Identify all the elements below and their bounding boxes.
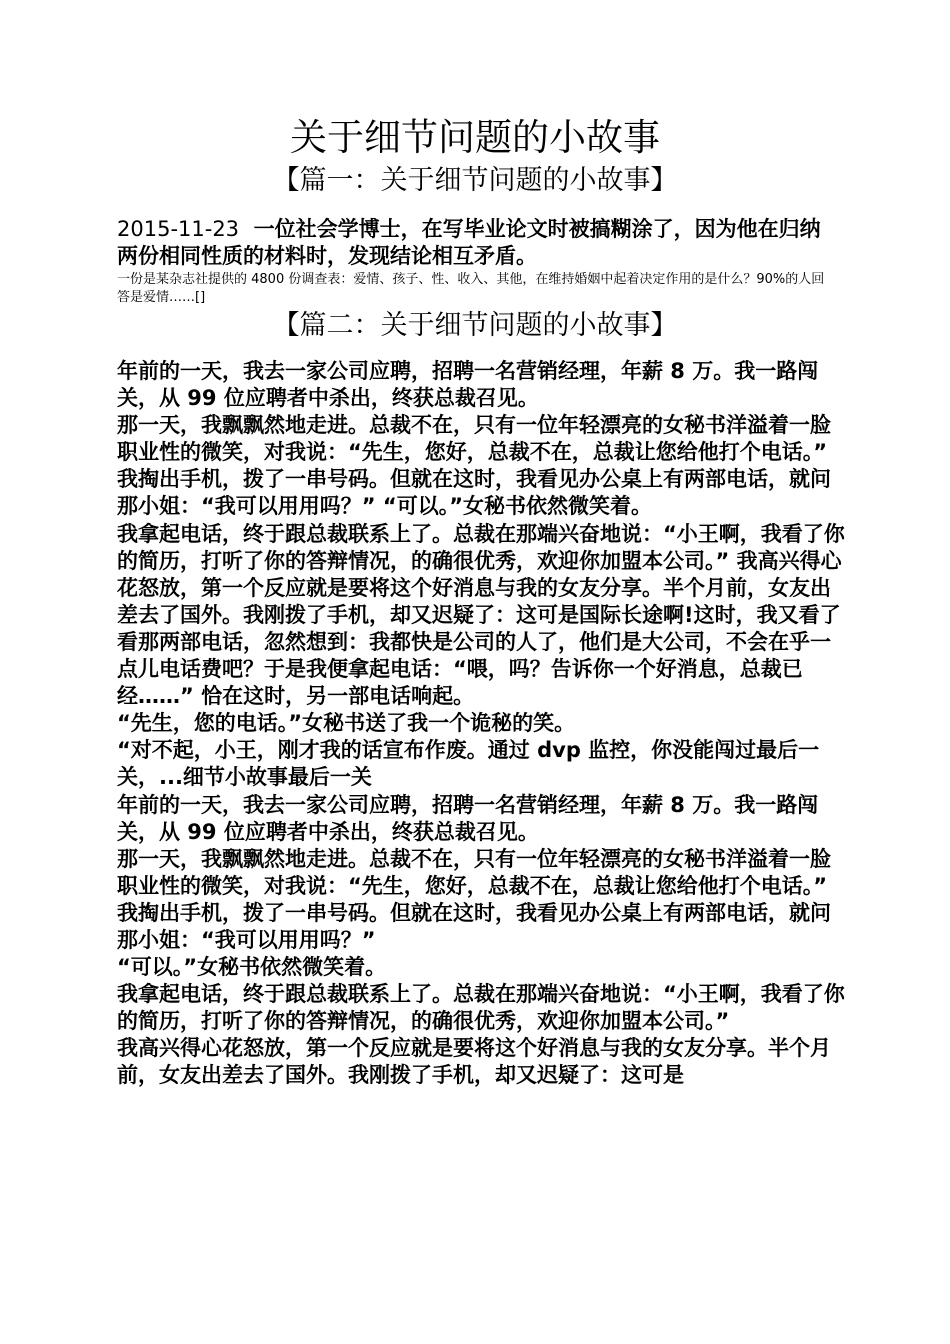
paragraph: 我拿起电话，终于跟总裁联系上了。总裁在那端兴奋地说：“小王啊，我看了你的简历，打听了你的答辩情况，的确很优秀，欢迎你加盟本公司。” bbox=[117, 982, 845, 1034]
paragraph: “可以。”女秘书依然微笑着。 bbox=[117, 955, 387, 980]
paragraph: 年前的一天，我去一家公司应聘，招聘一名营销经理，年薪 8 万。我一路闯关，从 99 位应聘者中杀出，终获总裁召见。 bbox=[117, 792, 819, 844]
paragraph: 我掏出手机，拨了一串号码。但就在这时，我看见办公桌上有两部电话，就问那小姐：“我可以用用吗？” bbox=[117, 900, 831, 952]
paragraph: 那一天，我飘飘然地走进。总裁不在，只有一位年轻漂亮的女秘书洋溢着一脸职业性的微笑，对我说：“先生，您好，总裁不在，总裁让您给他打个电话。” bbox=[117, 846, 831, 898]
section1-small-text: 一份是某杂志社提供的 4800 份调查表：爱情、孩子、性、收入、其他，在维持婚姻中起着决定作用的是什么？90%的人回答是爱情……[] bbox=[117, 272, 825, 305]
section2-heading: 【篇二：关于细节问题的小故事】 bbox=[272, 310, 678, 341]
section1-lead bbox=[117, 216, 837, 270]
section1-lead-text: 一位社会学博士，在写毕业论文时被搞糊涂了，因为他在归纳两份相同性质的材料时，发现结论相互矛盾。 bbox=[117, 217, 821, 268]
paragraph: 我拿起电话，终于跟总裁联系上了。总裁在那端兴奋地说：“小王啊，我看了你的简历，打听了你的答辩情况，的确很优秀，欢迎你加盟本公司。” 我高兴得心花怒放，第一个反应就是要将这个好消息与我的女友分享。半个月前，女友出差去了国外。我刚拨了手机，却又迟疑了：这可是国际长途啊!这时，我又看了看那两部电话，忽然想到：我都快是公司的人了，他们是大公司，不会在乎一点儿电话费吧？于是我便拿起电话：“喂，吗？告诉你一个好消息，总裁已经……” 恰在这时，另一部电话响起。 bbox=[117, 521, 845, 709]
section2-body bbox=[117, 358, 847, 1090]
section1-heading: 【篇一：关于细节问题的小故事】 bbox=[272, 165, 678, 196]
paragraph: 那一天，我飘飘然地走进。总裁不在，只有一位年轻漂亮的女秘书洋溢着一脸职业性的微笑，对我说：“先生，您好，总裁不在，总裁让您给他打个电话。” 我掏出手机，拨了一串号码。但就在这时，我看见办公桌上有两部电话，就问那小姐：“我可以用用吗？” “可以。”女秘书依然微笑着。 bbox=[117, 413, 831, 519]
paragraph: 年前的一天，我去一家公司应聘，招聘一名营销经理，年薪 8 万。我一路闯关，从 99 位应聘者中杀出，终获总裁召见。 bbox=[117, 359, 819, 411]
paragraph: 我高兴得心花怒放，第一个反应就是要将这个好消息与我的女友分享。半个月前，女友出差去了国外。我刚拨了手机，却又迟疑了：这可是 bbox=[117, 1036, 831, 1088]
paragraph: “先生，您的电话。”女秘书送了我一个诡秘的笑。 bbox=[117, 711, 576, 736]
paragraph: “对不起，小王，刚才我的话宣布作废。通过 dvp 监控，你没能闯过最后一关，...细节小故事最后一关 bbox=[117, 738, 820, 790]
document-title: 关于细节问题的小故事 bbox=[290, 116, 660, 159]
section1-date: 2015-11-23 bbox=[117, 217, 240, 241]
